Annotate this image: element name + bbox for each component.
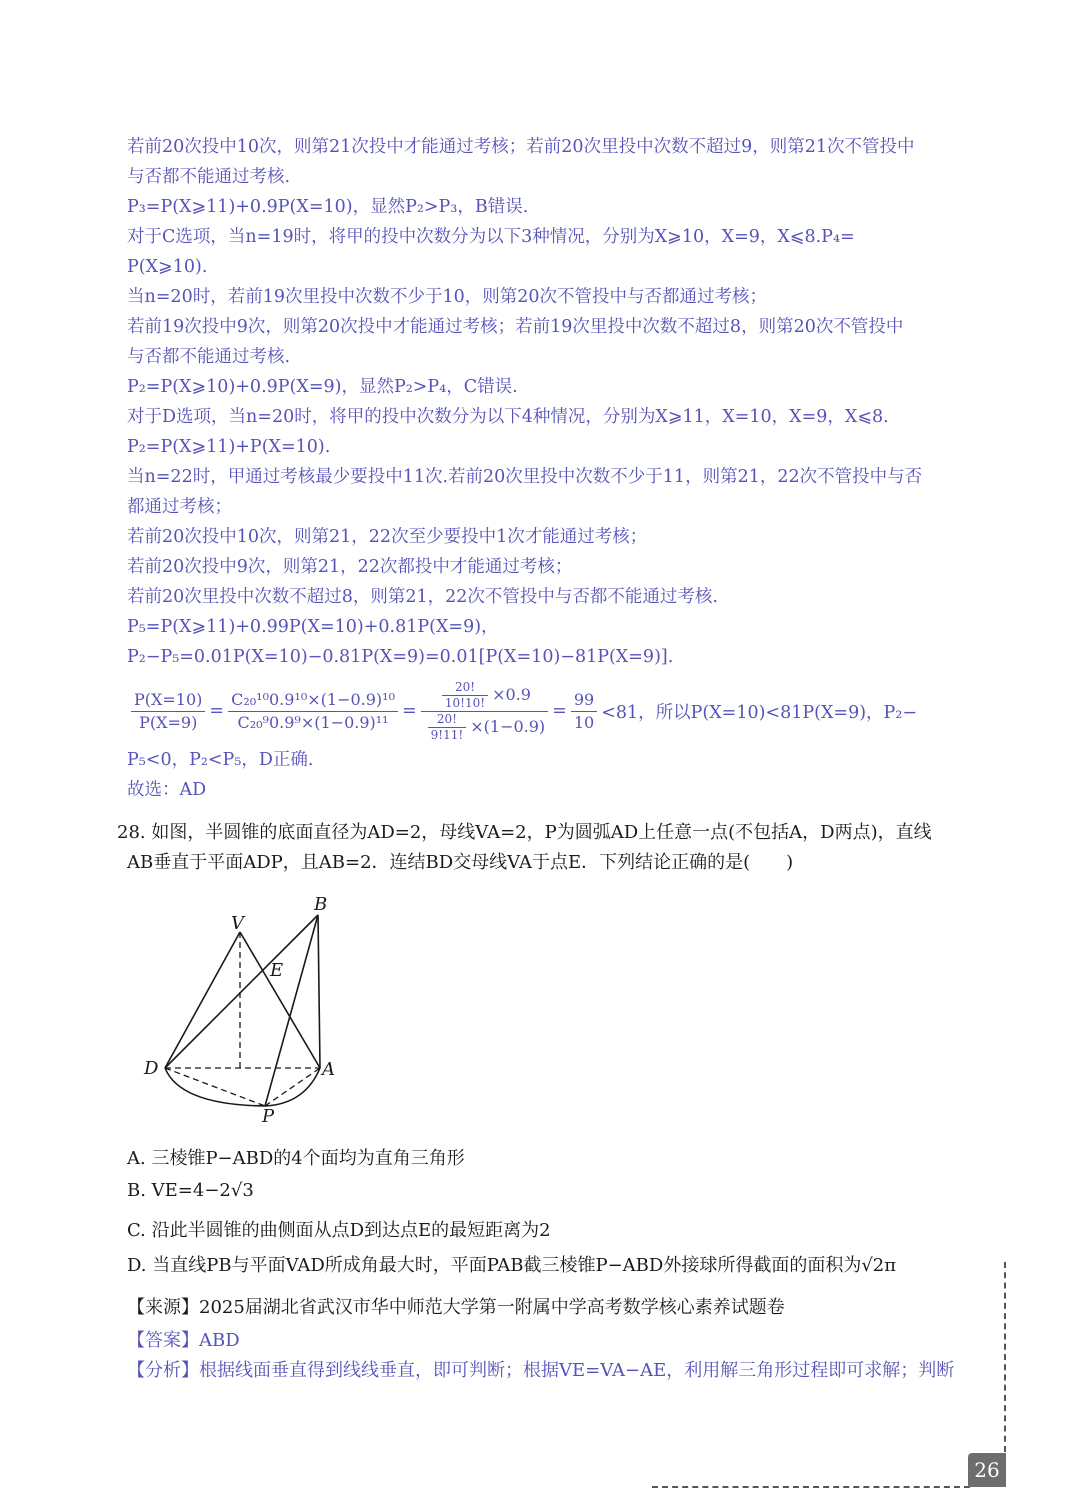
label-B: B (314, 894, 328, 915)
solution-line: P(X⩾10). (127, 257, 208, 277)
solution-line: 故选：AD (127, 780, 207, 800)
fraction-3: $\frac{20!}{10!10!}$ ×0.9 $\frac{20!}{9!11!}$ ×(1−0.9) (421, 680, 548, 743)
question-line: 28. 如图，半圆锥的底面直径为AD=2，母线VA=2，P为圆弧AD上任意一点(不包括A，D两点)，直线 (117, 822, 932, 843)
solution-line: 当n=22时，甲通过考核最少要投中11次.若前20次里投中次数不少于11，则第21，22次不管投中与否 (127, 467, 923, 487)
label-E: E (270, 960, 284, 981)
option-a: A. 三棱锥P−ABD的4个面均为直角三角形 (127, 1148, 465, 1169)
page-number: 26 (968, 1453, 1006, 1487)
solution-line: 若前20次里投中次数不超过8，则第21，22次不管投中与否都不能通过考核. (127, 587, 718, 607)
solution-line: 若前20次投中10次，则第21，22次至少要投中1次才能通过考核； (127, 527, 648, 547)
solution-line: P₅=P(X⩾11)+0.99P(X=10)+0.81P(X=9)， (127, 617, 499, 637)
solution-line: 若前19次投中9次，则第20次投中才能通过考核；若前19次里投中次数不超过8，则第20次不管投中 (127, 317, 904, 337)
solution-block-b (127, 745, 987, 805)
arc-DA (165, 1068, 320, 1106)
edge-BA (318, 915, 320, 1068)
source-text: 2025届湖北省武汉市华中师范大学第一附属中学高考数学核心素养试题卷 (199, 1297, 785, 1318)
solution-block-a (127, 132, 987, 672)
label-A: A (322, 1059, 335, 1080)
solution-line: 与否都不能通过考核. (127, 347, 291, 367)
solution-line: P₂=P(X⩾11)+P(X=10). (127, 437, 331, 457)
option-b: B. VE=4−2√3 (127, 1180, 254, 1201)
fraction-equation: $\frac{P(X=10)}{P(X=9)}$ = $\frac{\text{C₂₀¹⁰0.9¹⁰×(1−0.9)¹⁰}}{\text{C₂₀⁹0.9⁹×(1−0.9)¹¹}}$ = $\frac{20!}{10!10!}$ ×0.9 $\frac{20!}{9!11!}$ ×(1−0.9) = $\frac{99}{10}$ <81，所以P(X=10)<81P(X=9)，P₂− (127, 682, 917, 740)
option-d: D. 当直线PB与平面VAD所成角最大时，平面PAB截三棱锥P−ABD外接球所得截面的面积为√2π (127, 1255, 897, 1276)
analysis-text: 根据线面垂直得到线线垂直，即可判断；根据VE=VA−AE，利用解三角形过程即可求解；判断 (199, 1360, 955, 1381)
solution-line: 若前20次投中10次，则第21次投中才能通过考核；若前20次里投中次数不超过9，则第21次不管投中 (127, 137, 915, 157)
solution-line: 当n=20时，若前19次里投中次数不少于10，则第20次不管投中与否都通过考核； (127, 287, 768, 307)
edge-VD (165, 932, 240, 1068)
label-V: V (231, 913, 244, 934)
label-P: P (262, 1106, 275, 1127)
edge-BP (265, 915, 318, 1106)
solution-line: P₃=P(X⩾11)+0.9P(X=10)，显然P₂>P₃，B错误. (127, 197, 529, 217)
question-line: AB垂直于平面ADP，且AB=2．连结BD交母线VA于点E．下列结论正确的是( ) (127, 852, 794, 873)
dashed-border-horizontal (652, 1486, 970, 1488)
solution-line: P₅<0，P₂<P₅，D正确. (127, 750, 314, 770)
answer-text: ABD (199, 1330, 240, 1351)
fraction-2: $\frac{\text{C₂₀¹⁰0.9¹⁰×(1−0.9)¹⁰}}{\text{C₂₀⁹0.9⁹×(1−0.9)¹¹}}$ (228, 689, 398, 734)
solution-line: 与否都不能通过考核. (127, 167, 291, 187)
question-28 (117, 818, 977, 878)
analysis-tag: 【分析】 (127, 1360, 199, 1381)
solution-line: P₂−P₅=0.01P(X=10)−0.81P(X=9)=0.01[P(X=10)−81P(X=9)]. (127, 647, 674, 667)
answer-tag: 【答案】 (127, 1330, 199, 1351)
fraction-1: $\frac{P(X=10)}{P(X=9)}$ (131, 689, 205, 734)
half-cone-figure (130, 885, 370, 1135)
label-D: D (144, 1058, 159, 1079)
edge-BD (165, 915, 318, 1068)
solution-line: P₂=P(X⩾10)+0.9P(X=9)，显然P₂>P₄，C错误. (127, 377, 518, 397)
solution-line: 对于C选项，当n=19时，将甲的投中次数分为以下3种情况，分别为X⩾10，X=9，X⩽8.P₄= (127, 227, 855, 247)
solution-line: 对于D选项，当n=20时，将甲的投中次数分为以下4种情况，分别为X⩾11，X=10，X=9，X⩽8. (127, 407, 889, 427)
solution-line: 若前20次投中9次，则第21，22次都投中才能通过考核； (127, 557, 573, 577)
solution-line: 都通过考核； (127, 497, 232, 517)
source-line (127, 1293, 785, 1319)
dashed-border-vertical (1004, 1262, 1006, 1452)
analysis-line (127, 1356, 954, 1382)
source-tag: 【来源】 (127, 1297, 199, 1318)
answer-line (127, 1326, 240, 1352)
option-c: C. 沿此半圆锥的曲侧面从点D到达点E的最短距离为2 (127, 1220, 551, 1241)
fraction-4: $\frac{99}{10}$ (571, 689, 597, 734)
